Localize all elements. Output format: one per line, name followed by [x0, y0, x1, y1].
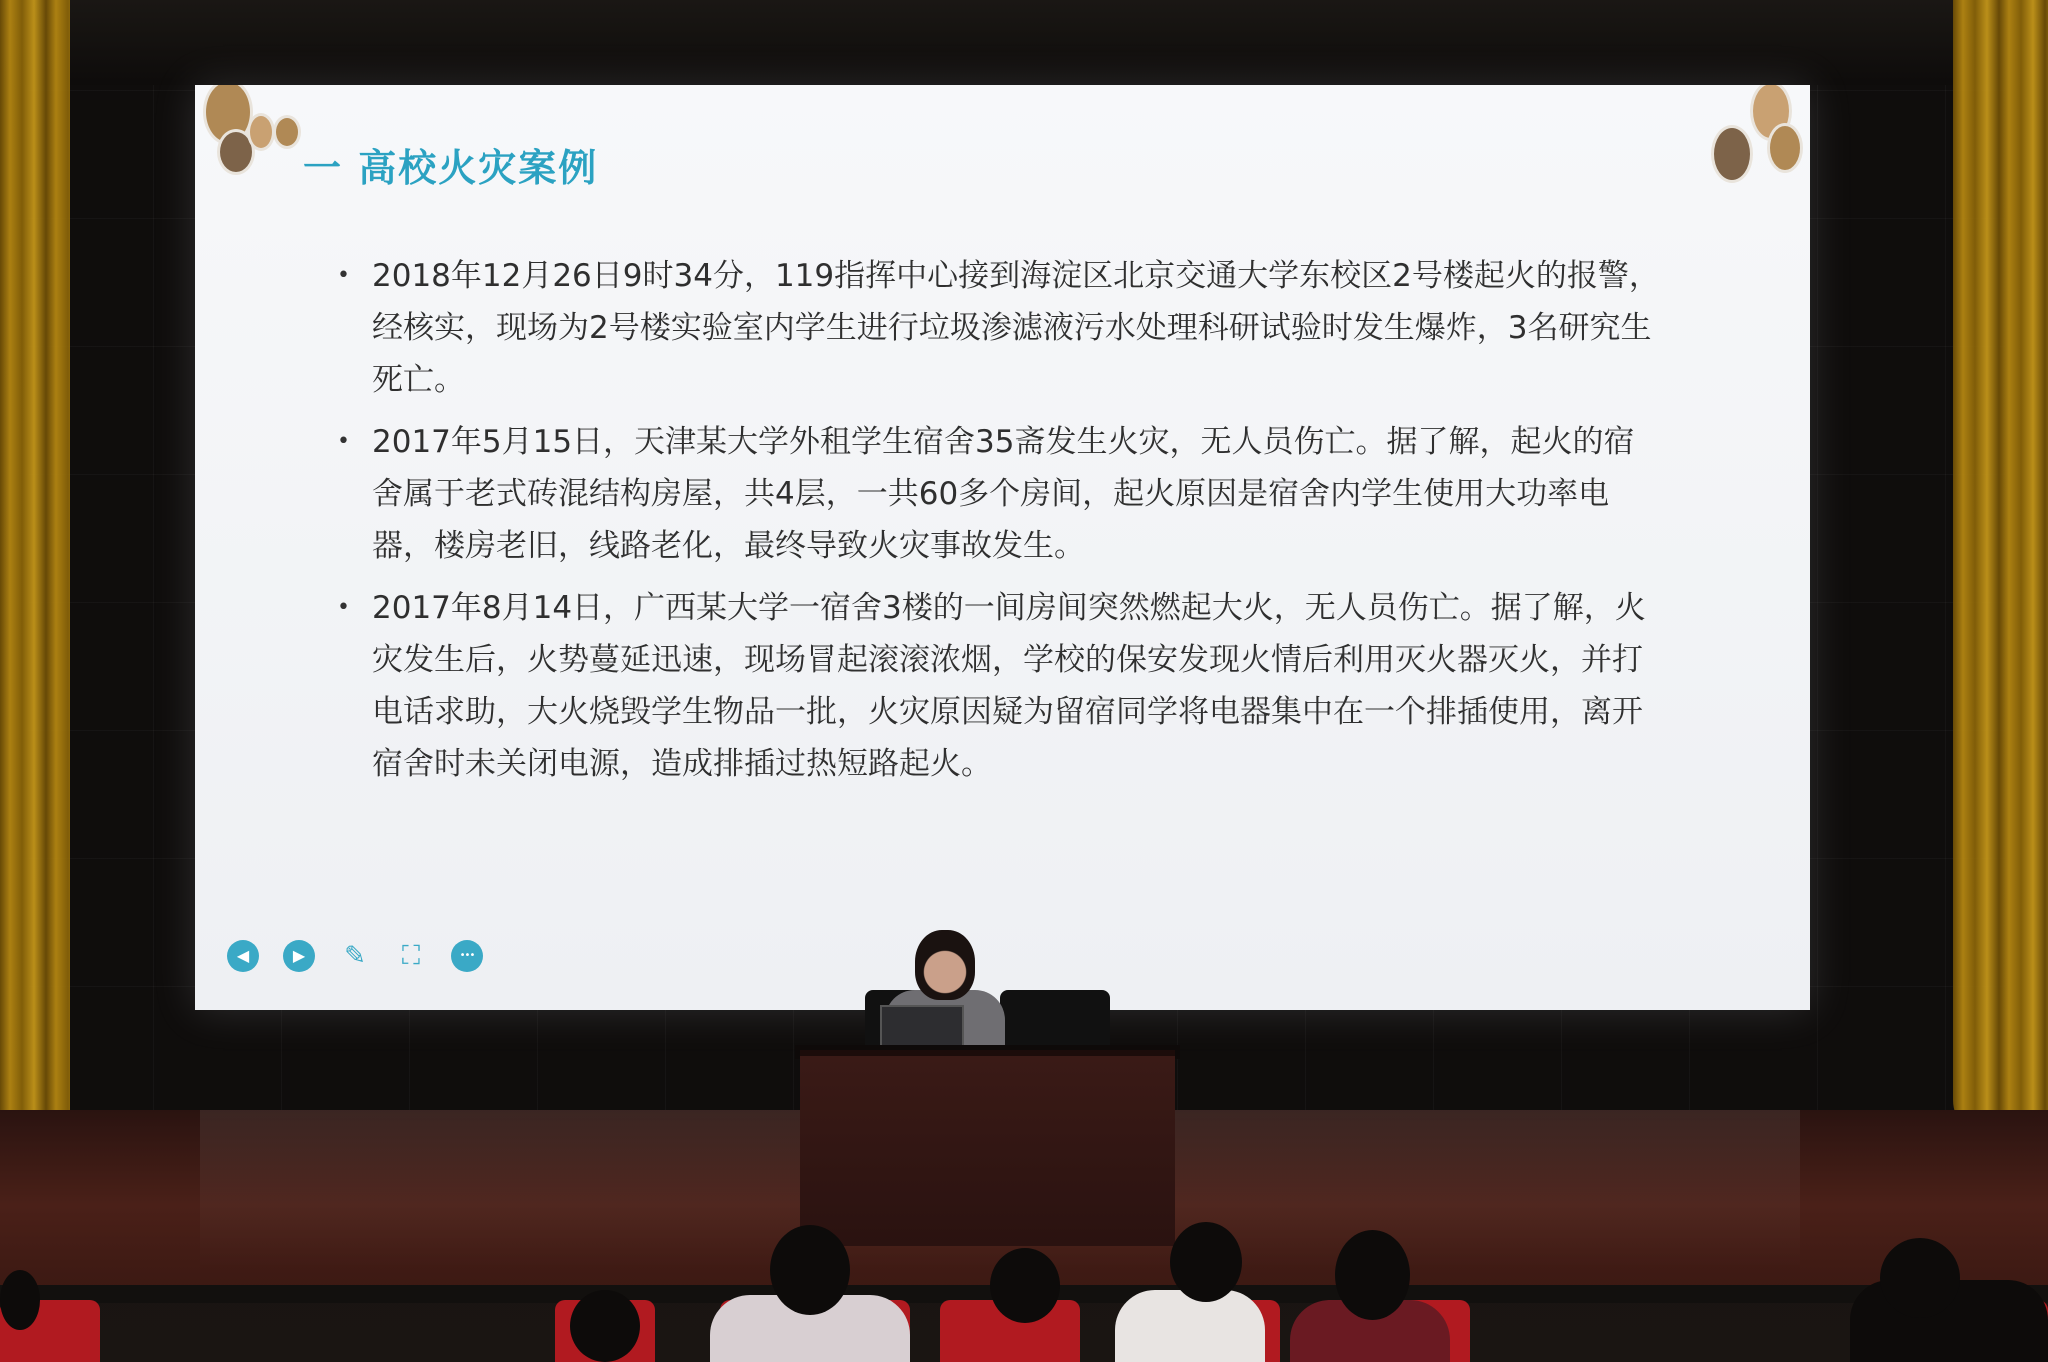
bullet-item	[335, 582, 1665, 790]
bullet-text: 2017年5月15日，天津某大学外租学生宿舍35斋发生火灾，无人员伤亡。据了解，起火的宿舍属于老式砖混结构房屋，共4层，一共60多个房间，起火原因是宿舍内学生使用大功率电器，楼房老旧，线路老化，最终导致火灾事故发生。	[372, 424, 1635, 564]
slide-decoration-egg	[1711, 125, 1753, 183]
slide-decoration-egg	[247, 113, 275, 151]
audience-head	[1335, 1230, 1410, 1320]
presenter-head	[915, 930, 975, 1000]
audience-head	[0, 1270, 40, 1330]
projected-slide	[195, 85, 1810, 1010]
bullet-dot: •	[337, 595, 350, 620]
bullet-dot: •	[337, 429, 350, 454]
slideshow-controls	[227, 940, 483, 972]
slide-decoration-egg	[1767, 123, 1803, 173]
bullet-list	[335, 250, 1665, 800]
audience-member	[1115, 1290, 1265, 1362]
podium	[800, 1050, 1175, 1246]
right-curtain	[1953, 0, 2048, 1140]
slide-title: 一 高校火灾案例	[303, 146, 599, 190]
bullet-item	[335, 416, 1665, 572]
left-curtain	[0, 0, 70, 1140]
stage-valance	[0, 0, 2048, 90]
bullet-text: 2018年12月26日9时34分，119指挥中心接到海淀区北京交通大学东校区2号楼起火的报警，经核实，现场为2号楼实验室内学生进行垃圾渗滤液污水处理科研试验时发生爆炸，3名研究生死亡。	[372, 258, 1660, 398]
audience-head	[1170, 1222, 1242, 1302]
audience-head	[1880, 1238, 1960, 1318]
pen-icon[interactable]: ✎	[344, 941, 366, 971]
audience-head	[990, 1248, 1060, 1323]
bullet-item	[335, 250, 1665, 406]
previous-icon[interactable]: ◀	[227, 940, 259, 972]
more-icon[interactable]: •••	[451, 940, 483, 972]
slide-decoration-egg	[273, 115, 301, 149]
fullscreen-icon[interactable]: ⛶	[401, 941, 421, 971]
bullet-text: 2017年8月14日，广西某大学一宿舍3楼的一间房间突然燃起大火，无人员伤亡。据了解，火灾发生后，火势蔓延迅速，现场冒起滚滚浓烟，学校的保安发现火情后利用灭火器灭火，并打电话求助，大火烧毁学生物品一批，火灾原因疑为留宿同学将电器集中在一个排插使用，离开宿舍时未关闭电源，造成排插过热短路起火。	[372, 590, 1646, 782]
audience-head	[770, 1225, 850, 1315]
next-icon[interactable]: ▶	[283, 940, 315, 972]
bullet-dot: •	[337, 263, 350, 288]
audience-head	[570, 1290, 640, 1362]
